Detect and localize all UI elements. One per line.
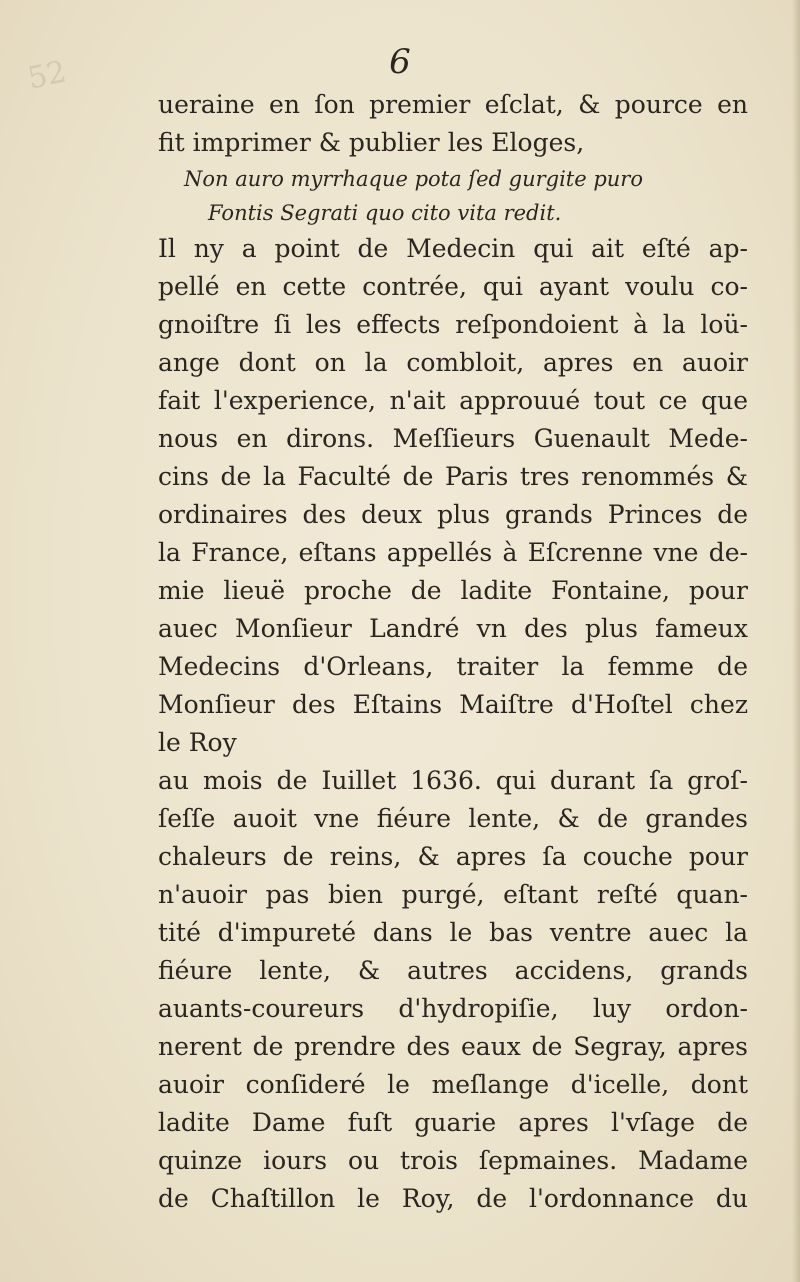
- text-line: ange dont on la combloit, apres en auoir: [158, 348, 748, 377]
- text-line: nous en dirons. Meſſieurs Guenault Mede-: [158, 424, 748, 453]
- text-line: ſeſſe auoit vne fiéure lente, & de grandes: [158, 804, 748, 833]
- text-line: la France, eſtans appellés à Eſcrenne vne de-: [158, 538, 748, 567]
- latin-verse-line: Non auro myrrhaque pota ſed gurgite puro: [184, 167, 643, 191]
- text-line: fait l'experience, n'ait approuué tout ce que: [158, 386, 748, 415]
- text-line: n'auoir pas bien purgé, eſtant reſté quan-: [158, 880, 748, 909]
- text-line: auoir conſideré le meſlange d'icelle, dont: [158, 1070, 748, 1099]
- text-line: nerent de prendre des eaux de Segray, apres: [158, 1032, 748, 1061]
- latin-verse-line: Fontis Segrati quo cito vita redit.: [208, 201, 562, 225]
- text-line: tité d'impureté dans le bas ventre auec la: [158, 918, 748, 947]
- text-line: gnoiſtre ſi les effects reſpondoient à la loü-: [158, 310, 748, 339]
- text-line: Il ny a point de Medecin qui ait eſté ap-: [158, 234, 748, 263]
- text-line: ordinaires des deux plus grands Princes de: [158, 500, 748, 529]
- text-line: quinze iours ou trois ſepmaines. Madame: [158, 1146, 748, 1175]
- text-line: auants-coureurs d'hydropiſie, luy ordon-: [158, 994, 748, 1023]
- text-line: Medecins d'Orleans, traiter la femme de: [158, 652, 748, 681]
- text-line: chaleurs de reins, & apres ſa couche pour: [158, 842, 748, 871]
- text-line: de Chaſtillon le Roy, de l'ordonnance du: [158, 1184, 748, 1213]
- page-edge-shadow: [792, 0, 800, 1282]
- text-line: mie lieuë proche de ladite Fontaine, pour: [158, 576, 748, 605]
- text-line: le Roy: [158, 728, 237, 757]
- text-line: fiéure lente, & autres accidens, grands: [158, 956, 748, 985]
- text-line: cins de la Faculté de Paris tres renommés &: [158, 462, 748, 491]
- text-line: auec Monſieur Landré vn des plus fameux: [158, 614, 748, 643]
- text-line: ladite Dame fuſt guarie apres l'vſage de: [158, 1108, 748, 1137]
- text-line: pellé en cette contrée, qui ayant voulu co-: [158, 272, 748, 301]
- faded-corner-mark: 52: [24, 54, 70, 97]
- text-line: au mois de Iuillet 1636. qui durant ſa groſ-: [158, 766, 748, 795]
- page-number: 6: [389, 42, 411, 82]
- body-text: [158, 86, 748, 1218]
- text-line: fit imprimer & publier les Eloges,: [158, 128, 585, 157]
- text-line: ueraine en ſon premier eſclat, & pource en: [158, 90, 748, 119]
- text-line: Monſieur des Eſtains Maiſtre d'Hoſtel chez: [158, 690, 748, 719]
